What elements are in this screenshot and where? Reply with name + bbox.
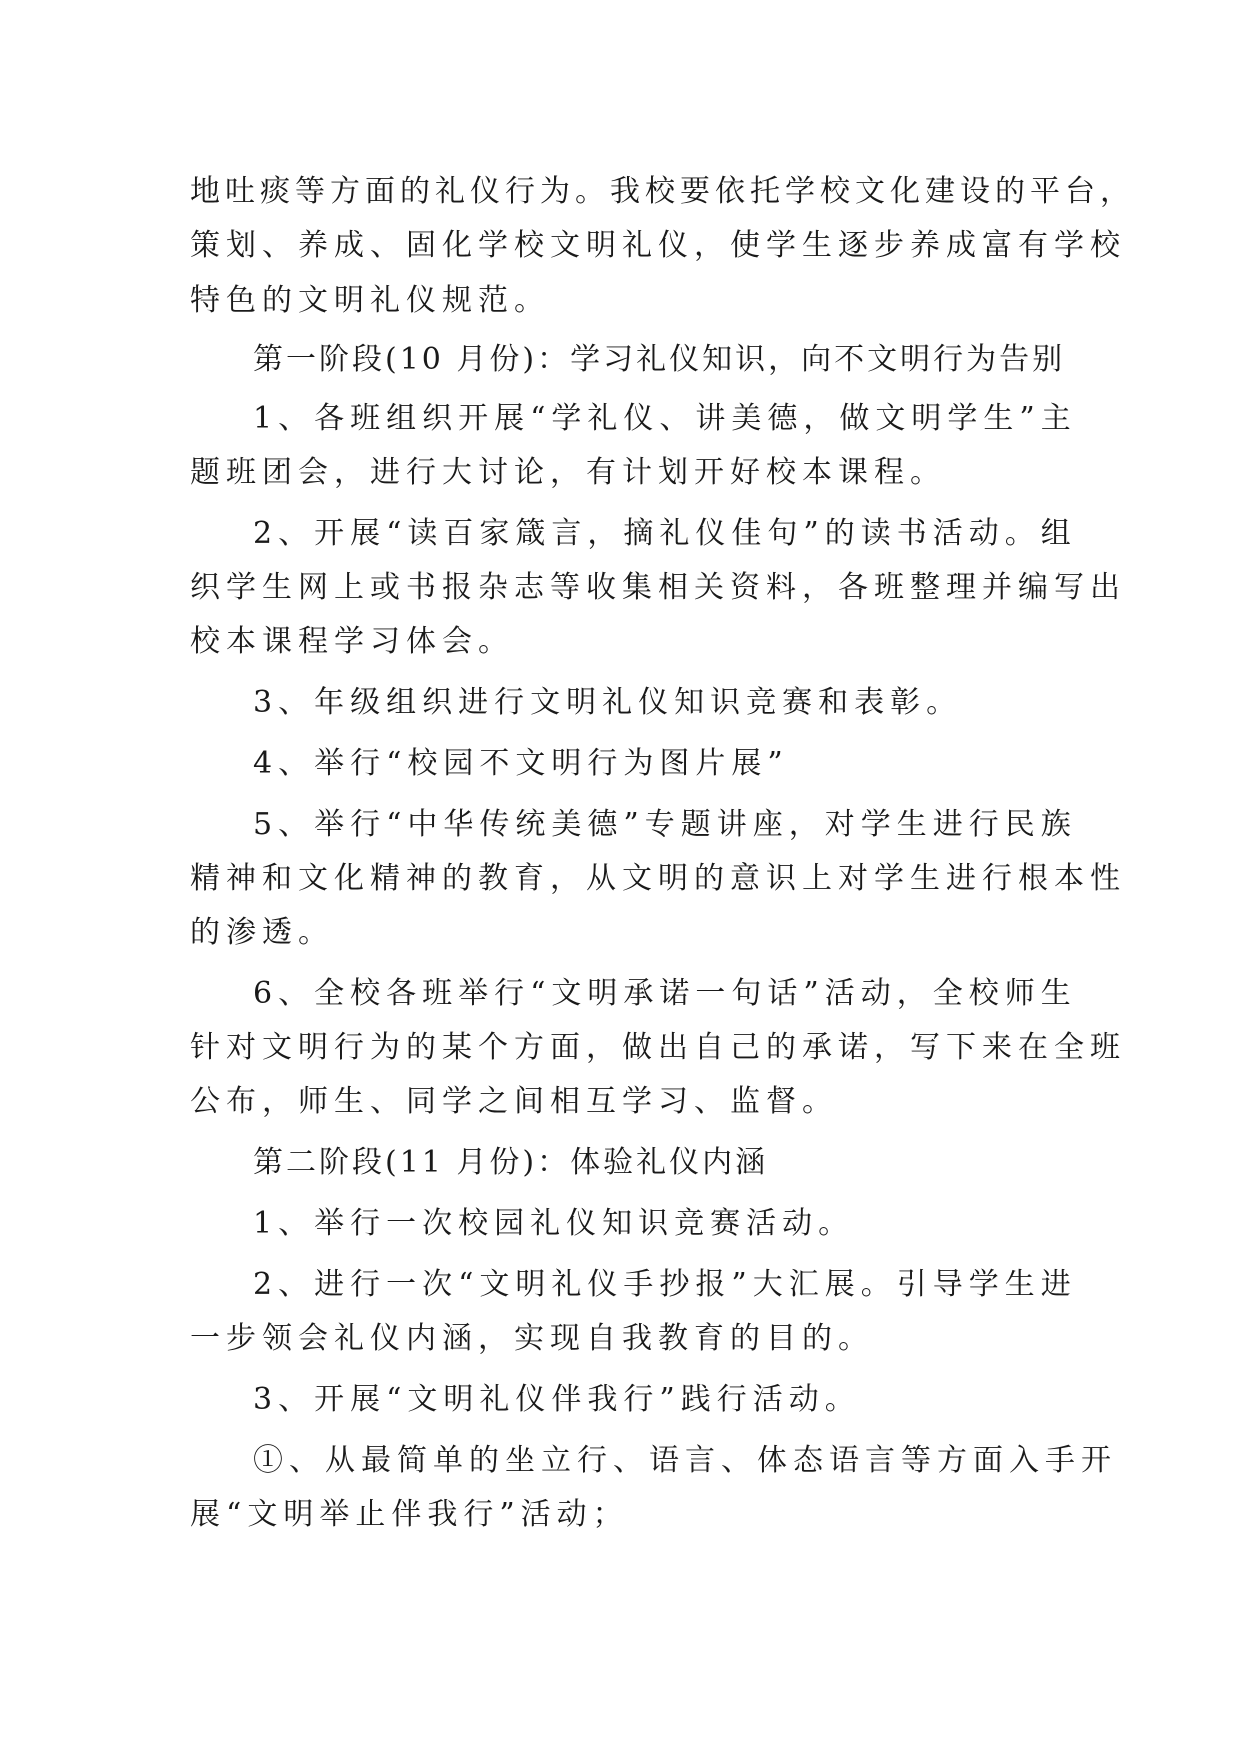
paragraph-line: 一步领会礼仪内涵，实现自我教育的目的。: [190, 1321, 874, 1356]
paragraph-line: 公布，师生、同学之间相互学习、监督。: [190, 1084, 838, 1119]
paragraph-line: 题班团会，进行大讨论，有计划开好校本课程。: [190, 455, 946, 490]
paragraph-line: 校本课程学习体会。: [190, 624, 514, 659]
list-item-line: ①、从最简单的坐立行、语言、体态语言等方面入手开: [253, 1443, 1117, 1478]
list-item-line: 6、全校各班举行“文明承诺一句话”活动，全校师生: [253, 976, 1077, 1011]
paragraph-line: 精神和文化精神的教育，从文明的意识上对学生进行根本性: [190, 861, 1126, 896]
list-item-line: 2、进行一次“文明礼仪手抄报”大汇展。引导学生进: [253, 1267, 1077, 1302]
paragraph-line: 展“文明举止伴我行”活动；: [190, 1497, 629, 1532]
list-item-line: 5、举行“中华传统美德”专题讲座，对学生进行民族: [253, 807, 1077, 842]
stage-heading: 第二阶段(11 月份)：体验礼仪内涵: [253, 1145, 769, 1180]
paragraph-line: 特色的文明礼仪规范。: [190, 283, 550, 318]
list-item-line: 1、各班组织开展“学礼仪、讲美德，做文明学生”主: [253, 401, 1077, 436]
paragraph-line: 织学生网上或书报杂志等收集相关资料，各班整理并编写出: [190, 570, 1126, 605]
list-item-line: 1、举行一次校园礼仪知识竞赛活动。: [253, 1206, 855, 1241]
list-item-line: 3、年级组织进行文明礼仪知识竞赛和表彰。: [253, 685, 963, 720]
list-item-line: 4、举行“校园不文明行为图片展”: [253, 746, 789, 781]
stage-heading: 第一阶段(10 月份)：学习礼仪知识，向不文明行为告别: [253, 342, 1066, 377]
paragraph-line: 地吐痰等方面的礼仪行为。我校要依托学校文化建设的平台，: [190, 174, 1135, 209]
paragraph-line: 针对文明行为的某个方面，做出自己的承诺，写下来在全班: [190, 1030, 1126, 1065]
list-item-line: 2、开展“读百家箴言，摘礼仪佳句”的读书活动。组: [253, 516, 1077, 551]
list-item-line: 3、开展“文明礼仪伴我行”践行活动。: [253, 1382, 861, 1417]
paragraph-line: 的渗透。: [190, 915, 334, 950]
paragraph-line: 策划、养成、固化学校文明礼仪，使学生逐步养成富有学校: [190, 228, 1126, 263]
